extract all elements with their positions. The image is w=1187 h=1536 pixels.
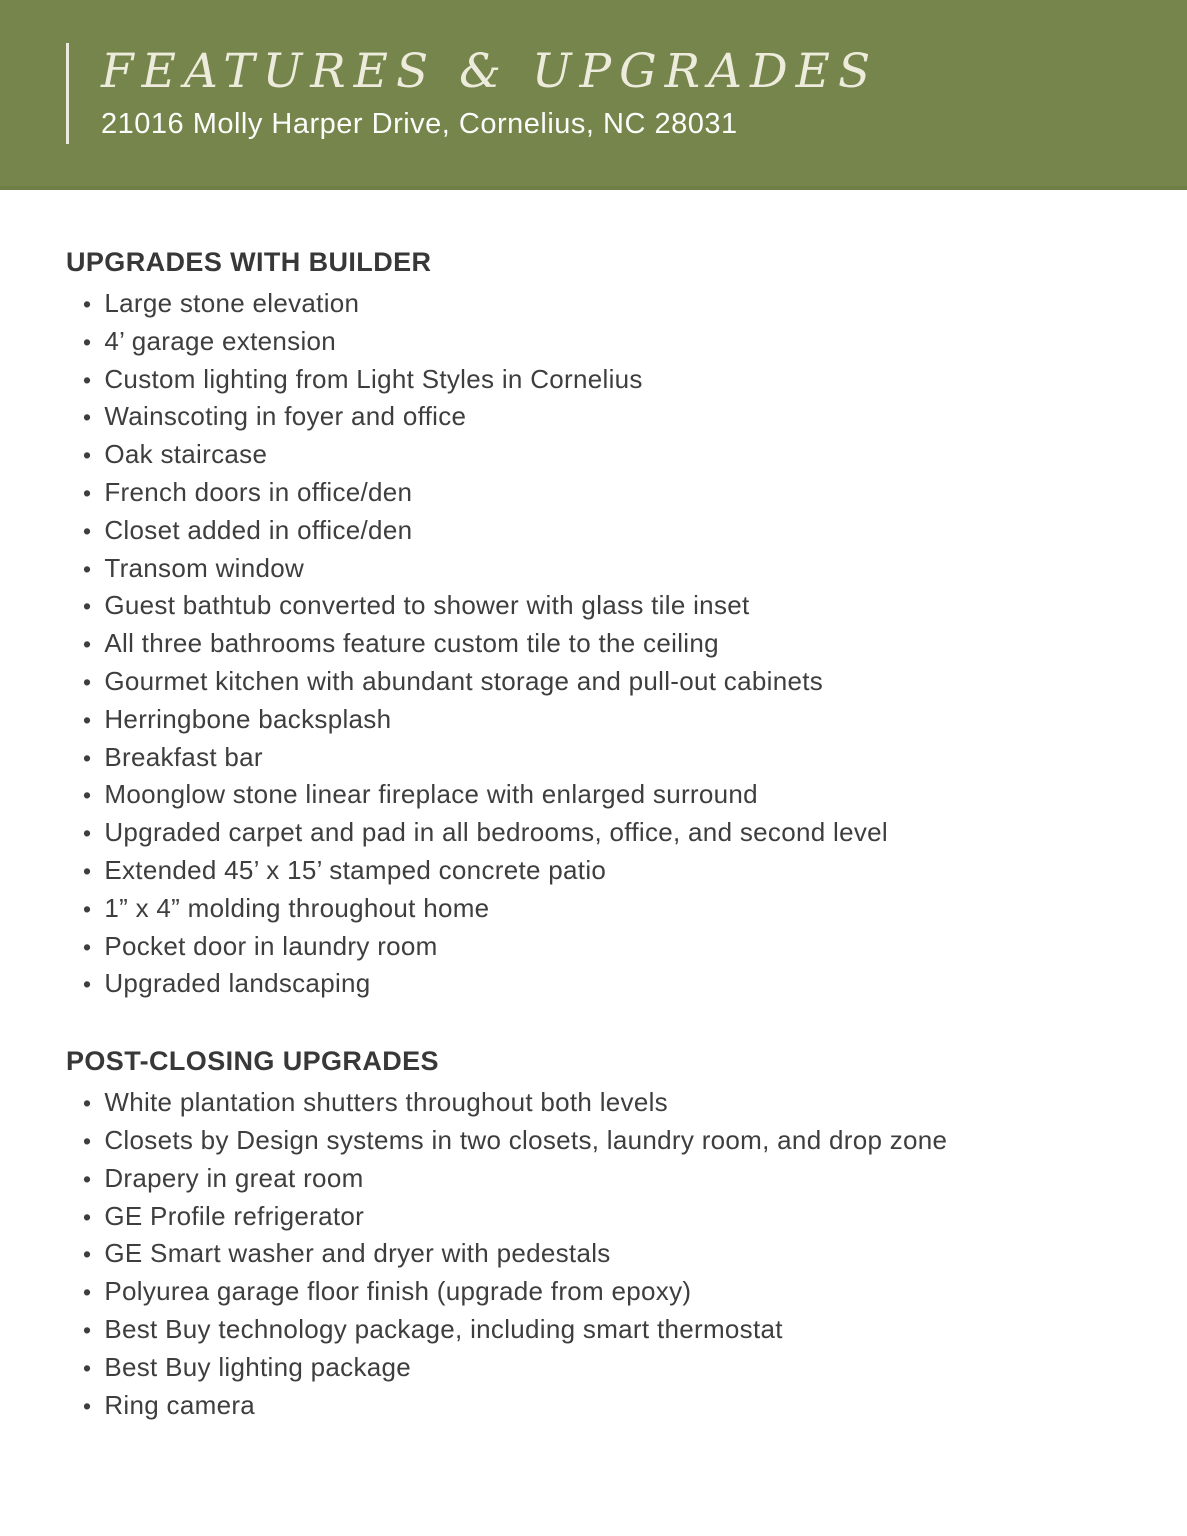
bullet-icon: • [83,1090,92,1117]
list-item-text: Extended 45’ x 15’ stamped concrete patio [104,854,607,885]
list-item [83,1311,1127,1349]
list-item [83,852,1127,890]
bullet-icon: • [83,857,92,884]
bullet-icon: • [83,1316,92,1343]
list-item-text: Oak staircase [104,439,268,470]
page-title: FEATURES & UPGRADES [101,44,879,99]
post-closing-upgrades-list [66,1084,1127,1424]
list-item [83,1273,1127,1311]
bullet-icon: • [83,631,92,658]
list-item-text: Moonglow stone linear fireplace with enlarged surround [104,779,758,810]
list-item [83,550,1127,588]
list-item [83,928,1127,966]
bullet-icon: • [83,1127,92,1154]
bullet-icon: • [83,1354,92,1381]
list-item [83,398,1127,436]
list-item-text: Closets by Design systems in two closets, laundry room, and drop zone [104,1124,948,1155]
list-item-text: Pocket door in laundry room [104,930,438,961]
bullet-icon: • [83,971,92,998]
list-item [83,1122,1127,1160]
bullet-icon: • [83,328,92,355]
list-item-text: Upgraded landscaping [104,968,371,999]
list-item-text: GE Smart washer and dryer with pedestals [104,1238,611,1269]
upgrades-with-builder-list [66,285,1127,1003]
list-item-text: 1” x 4” molding throughout home [104,892,490,923]
list-item [83,965,1127,1003]
list-item [83,1387,1127,1425]
list-item-text: Upgraded carpet and pad in all bedrooms, office, and second level [104,817,888,848]
bullet-icon: • [83,933,92,960]
bullet-icon: • [83,1165,92,1192]
list-item-text: Breakfast bar [104,741,263,772]
list-item [83,1235,1127,1273]
list-item [83,814,1127,852]
property-address: 21016 Molly Harper Drive, Cornelius, NC 28031 [101,108,738,140]
list-item-text: 4’ garage extension [104,325,337,356]
list-item-text: White plantation shutters throughout both levels [104,1087,668,1118]
list-item-text: Wainscoting in foyer and office [104,401,467,432]
header-text [101,43,878,144]
bullet-icon: • [83,479,92,506]
bullet-icon: • [83,782,92,809]
bullet-icon: • [83,1279,92,1306]
list-item-text: Ring camera [104,1389,256,1420]
list-item-text: Transom window [104,552,305,583]
list-item [83,739,1127,777]
bullet-icon: • [83,706,92,733]
list-item [83,1198,1127,1236]
list-item-text: GE Profile refrigerator [104,1200,365,1231]
list-item [83,701,1127,739]
list-item [83,1160,1127,1198]
bullet-icon: • [83,555,92,582]
list-item [83,512,1127,550]
bullet-icon: • [83,1392,92,1419]
section-post-closing-upgrades [66,1045,1127,1424]
list-item-text: Herringbone backsplash [104,703,392,734]
list-item-text: Custom lighting from Light Styles in Cornelius [104,363,643,394]
list-item-text: French doors in office/den [104,476,413,507]
bullet-icon: • [83,820,92,847]
header-inner [66,43,1187,144]
list-item [83,323,1127,361]
bullet-icon: • [83,668,92,695]
bullet-icon: • [83,366,92,393]
list-item [83,890,1127,928]
list-item-text: All three bathrooms feature custom tile to the ceiling [104,628,719,659]
section-upgrades-with-builder [66,246,1127,1003]
bullet-icon: • [83,895,92,922]
bullet-icon: • [83,404,92,431]
bullet-icon: • [83,442,92,469]
bullet-icon: • [83,593,92,620]
list-item [83,663,1127,701]
list-item [83,625,1127,663]
list-item [83,1349,1127,1387]
list-item [83,587,1127,625]
list-item-text: Large stone elevation [104,288,360,318]
list-item-text: Guest bathtub converted to shower with glass tile inset [104,590,750,621]
header-band [0,0,1187,190]
list-item [83,285,1127,323]
list-item-text: Polyurea garage floor finish (upgrade from epoxy) [104,1276,692,1307]
list-item [83,776,1127,814]
list-item [83,474,1127,512]
list-item [83,1084,1127,1122]
list-item-text: Closet added in office/den [104,514,413,545]
content-area [0,190,1187,1424]
bullet-icon: • [83,744,92,771]
list-item [83,436,1127,474]
bullet-icon: • [83,1203,92,1230]
bullet-icon: • [83,291,92,317]
accent-line [66,43,69,144]
list-item-text: Best Buy technology package, including smart thermostat [104,1313,783,1344]
bullet-icon: • [83,1241,92,1268]
section-heading: UPGRADES WITH BUILDER [66,247,432,277]
list-item-text: Gourmet kitchen with abundant storage and pull-out cabinets [104,665,824,696]
section-heading: POST-CLOSING UPGRADES [66,1046,439,1077]
list-item [83,361,1127,399]
list-item-text: Best Buy lighting package [104,1351,412,1382]
list-item-text: Drapery in great room [104,1162,364,1193]
bullet-icon: • [83,517,92,544]
